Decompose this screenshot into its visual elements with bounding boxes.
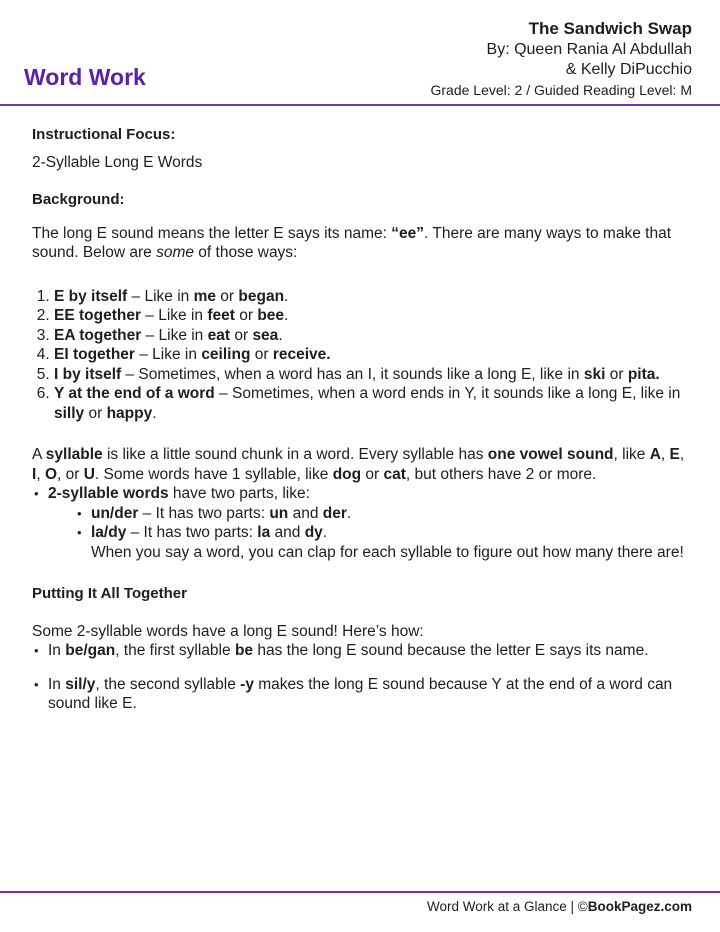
footer-divider xyxy=(0,891,720,893)
footer: Word Work at a Glance | ©BookPagez.com xyxy=(426,899,692,914)
background-label: Background: xyxy=(32,191,125,208)
list-item: • In be/gan, the first syllable be has the long E sound because the letter E says its name. xyxy=(48,641,686,661)
long-e-ways-list xyxy=(32,287,686,424)
clap-note: When you say a word, you can clap for each syllable to figure out how many there are! xyxy=(91,543,684,561)
focus-label: Instructional Focus: xyxy=(32,126,176,143)
book-info xyxy=(431,18,693,100)
list-item: 3. EA together – Like in eat or sea. xyxy=(54,326,686,346)
together-list xyxy=(32,641,686,714)
list-item: 1. E by itself – Like in me or began. xyxy=(54,287,686,307)
list-item: • la/dy – It has two parts: la and dy. When you say a word, you can clap for each syllable to figure out how many there are! xyxy=(91,523,686,562)
list-item: 4. EI together – Like in ceiling or receive. xyxy=(54,345,686,365)
book-title: The Sandwich Swap xyxy=(528,19,692,38)
grade-level: Grade Level: 2 / Guided Reading Level: M xyxy=(430,82,692,98)
focus-text: 2-Syllable Long E Words xyxy=(32,153,203,171)
list-item: 6. Y at the end of a word – Sometimes, when a word ends in Y, it sounds like a long E, like in silly or happy. xyxy=(54,384,686,423)
brand-name: BookPagez.com xyxy=(587,899,692,914)
document-body xyxy=(32,125,686,714)
together-label: Putting It All Together xyxy=(32,585,187,602)
author-line-1: By: Queen Rania Al Abdullah xyxy=(486,41,692,58)
list-item: • In sil/y, the second syllable -y makes the long E sound because Y at the end of a word can sound like E. xyxy=(48,675,686,714)
list-item: 2. EE together – Like in feet or bee. xyxy=(54,306,686,326)
syllable-definition: A syllable is like a little sound chunk in a word. Every syllable has one vowel sound, like A, E, I, O, or U. Some words have 1 syllable, like dog or cat, but others have 2 or more. xyxy=(32,446,685,483)
background-intro: The long E sound means the letter E says its name: “ee”. There are many ways to make that sound. Below are some of those ways: xyxy=(32,224,671,261)
author-line-2: & Kelly DiPucchio xyxy=(565,61,692,78)
example-list xyxy=(48,504,686,563)
page-title: Word Work xyxy=(24,64,146,90)
list-item: • un/der – It has two parts: un and der. xyxy=(91,504,686,524)
list-item: • 2-syllable words have two parts, like: • un/der – It has two parts: un and der. • la/dy – It has two parts: la and dy. When you say a word, you can clap for each syllable to figure out how many there are! xyxy=(48,484,686,562)
list-item: 5. I by itself – Sometimes, when a word has an I, it sounds like a long E, like in ski or pita. xyxy=(54,365,686,385)
together-intro: Some 2-syllable words have a long E sound! Here’s how: xyxy=(32,622,424,640)
header-divider xyxy=(0,104,720,106)
two-syllable-list xyxy=(32,484,686,562)
